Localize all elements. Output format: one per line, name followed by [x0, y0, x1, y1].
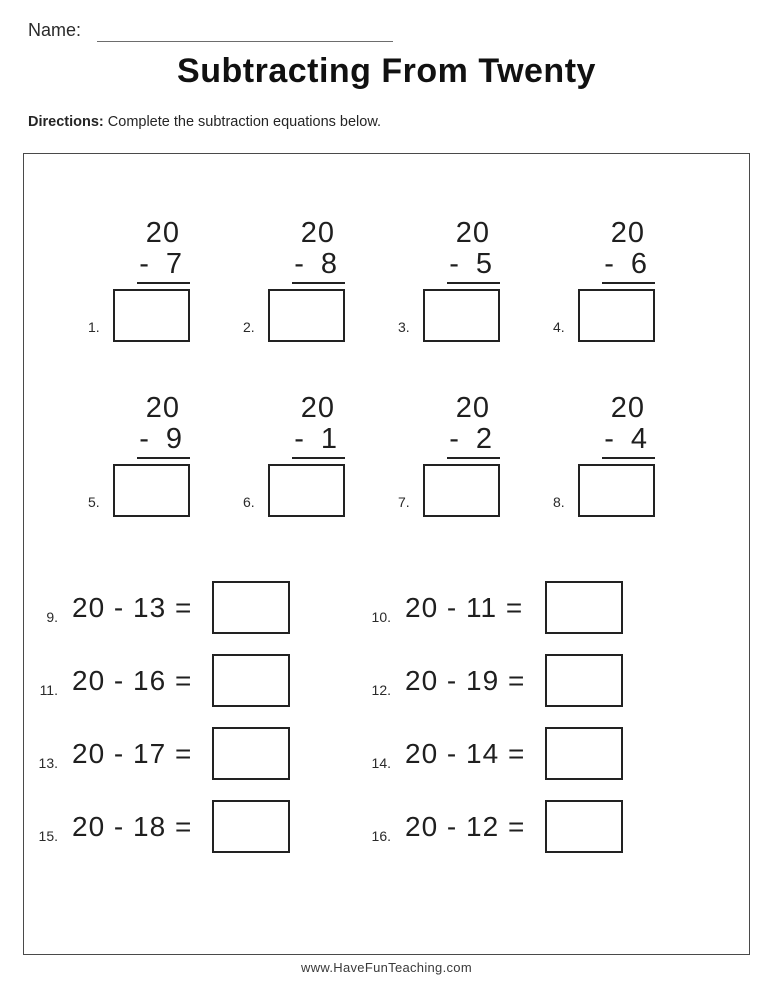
horizontal-problem-11 — [24, 654, 357, 707]
minuend: 20 — [300, 392, 335, 424]
answer-box[interactable] — [212, 727, 290, 780]
vertical-problem-4 — [553, 217, 655, 342]
subtraction-line — [447, 250, 500, 284]
subtraction-line — [447, 425, 500, 459]
directions-label: Directions: — [28, 114, 104, 130]
equation: 20 - 17 = — [72, 737, 193, 769]
problem-number: 6. — [243, 494, 255, 510]
page-title: Subtracting From Twenty — [177, 52, 596, 90]
problem-number: 8. — [553, 494, 565, 510]
name-input-line[interactable] — [97, 22, 393, 42]
subtrahend: 6 — [630, 248, 647, 280]
horizontal-problems-grid — [24, 517, 749, 853]
equation: 20 - 18 = — [72, 810, 193, 842]
minus-operator: - — [294, 423, 304, 455]
answer-box[interactable] — [578, 464, 655, 517]
horizontal-problem-9 — [24, 581, 357, 634]
problem-number: 16. — [371, 828, 391, 844]
answer-box[interactable] — [423, 289, 500, 342]
vertical-problem-5 — [88, 392, 190, 517]
problem-number: 15. — [38, 828, 58, 844]
name-label: Name: — [28, 20, 82, 40]
vertical-problem-6 — [243, 392, 345, 517]
name-row — [28, 20, 393, 42]
problem-number: 5. — [88, 494, 100, 510]
subtrahend: 2 — [475, 423, 492, 455]
minus-operator: - — [604, 423, 614, 455]
minuend: 20 — [145, 392, 180, 424]
horizontal-problem-10 — [357, 581, 690, 634]
problem-number: 12. — [371, 682, 391, 698]
equation: 20 - 19 = — [405, 664, 526, 696]
problem-number: 4. — [553, 319, 565, 335]
answer-box[interactable] — [212, 654, 290, 707]
minus-operator: - — [294, 248, 304, 280]
minuend: 20 — [455, 217, 490, 249]
horizontal-problem-13 — [24, 727, 357, 780]
minus-operator: - — [449, 248, 459, 280]
vertical-problem-1 — [88, 217, 190, 342]
subtrahend: 9 — [165, 423, 182, 455]
subtrahend: 4 — [630, 423, 647, 455]
vertical-problem-7 — [398, 392, 500, 517]
subtrahend: 5 — [475, 248, 492, 280]
minus-operator: - — [449, 423, 459, 455]
minus-operator: - — [604, 248, 614, 280]
vertical-problem-3 — [398, 217, 500, 342]
answer-box[interactable] — [268, 464, 345, 517]
minus-operator: - — [139, 423, 149, 455]
problem-number: 2. — [243, 319, 255, 335]
minuend: 20 — [145, 217, 180, 249]
minuend: 20 — [610, 217, 645, 249]
horizontal-problem-15 — [24, 800, 357, 853]
answer-box[interactable] — [423, 464, 500, 517]
subtrahend: 8 — [320, 248, 337, 280]
minuend: 20 — [300, 217, 335, 249]
problem-number: 14. — [371, 755, 391, 771]
subtrahend: 7 — [165, 248, 182, 280]
answer-box[interactable] — [578, 289, 655, 342]
problem-number: 10. — [371, 609, 391, 625]
horizontal-problem-14 — [357, 727, 690, 780]
horizontal-problem-16 — [357, 800, 690, 853]
subtraction-line — [292, 425, 345, 459]
minuend: 20 — [610, 392, 645, 424]
minus-operator: - — [139, 248, 149, 280]
equation: 20 - 11 = — [405, 591, 524, 623]
equation: 20 - 14 = — [405, 737, 526, 769]
subtraction-line — [137, 250, 190, 284]
directions-text: Complete the subtraction equations below. — [107, 114, 382, 130]
answer-box[interactable] — [212, 800, 290, 853]
vertical-problem-8 — [553, 392, 655, 517]
horizontal-problem-12 — [357, 654, 690, 707]
equation: 20 - 13 = — [72, 591, 193, 623]
answer-box[interactable] — [545, 654, 623, 707]
subtraction-line — [292, 250, 345, 284]
minuend: 20 — [455, 392, 490, 424]
equation: 20 - 12 = — [405, 810, 526, 842]
vertical-problem-2 — [243, 217, 345, 342]
answer-box[interactable] — [113, 464, 190, 517]
equation: 20 - 16 = — [72, 664, 193, 696]
problem-number: 11. — [39, 682, 58, 698]
answer-box[interactable] — [113, 289, 190, 342]
problem-number: 13. — [38, 755, 58, 771]
vertical-problems-grid — [24, 154, 749, 517]
answer-box[interactable] — [545, 727, 623, 780]
answer-box[interactable] — [212, 581, 290, 634]
problem-number: 1. — [88, 319, 100, 335]
problem-number: 7. — [398, 494, 410, 510]
problem-number: 3. — [398, 319, 410, 335]
subtraction-line — [137, 425, 190, 459]
answer-box[interactable] — [268, 289, 345, 342]
footer-url: www.HaveFunTeaching.com — [301, 960, 472, 975]
subtraction-line — [602, 425, 655, 459]
answer-box[interactable] — [545, 800, 623, 853]
worksheet-frame — [23, 153, 750, 955]
answer-box[interactable] — [545, 581, 623, 634]
subtraction-line — [602, 250, 655, 284]
subtrahend: 1 — [320, 423, 337, 455]
problem-number: 9. — [46, 609, 58, 625]
directions — [28, 114, 381, 130]
